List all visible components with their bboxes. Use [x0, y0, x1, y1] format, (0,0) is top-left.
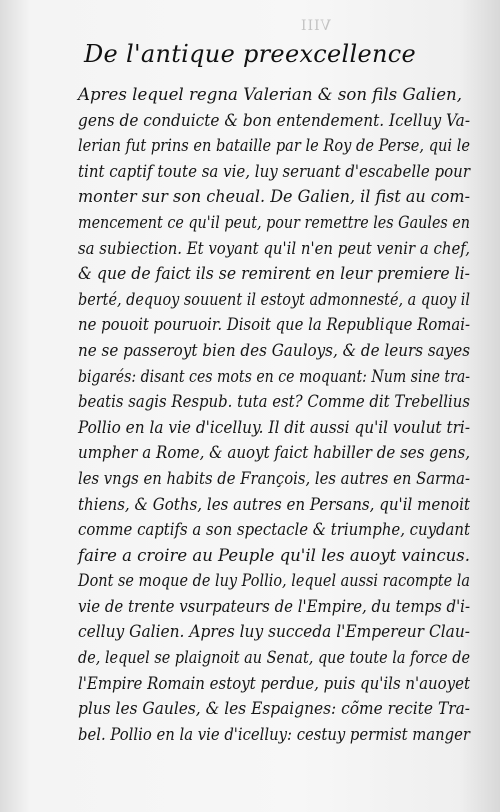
text-line: umpher a Rome, & auoyt faict habiller de ses gens,	[78, 443, 470, 463]
text-line: berté, dequoy souuent il estoyt admonnesté, a quoy il	[78, 289, 471, 309]
text-line: Dont se moque de luy Pollio, lequel aussi racompte la	[78, 571, 471, 591]
text-line: bigarés: disant ces mots en ce moquant: Num sine tra-	[78, 366, 471, 386]
text-line: l'Empire Romain estoyt perdue, puis qu'ils n'auoyet	[78, 673, 471, 693]
text-line: monter sur son cheual. De Galien, il fist au com-	[78, 187, 470, 207]
text-line: Pollio en la vie d'icelluy. Il dit aussi qu'il voulut tri-	[78, 417, 471, 437]
text-line: tint captif toute sa vie, luy seruant d'escabelle pour	[78, 161, 471, 181]
text-line: mencement ce qu'il peut, pour remettre les Gaules en	[78, 212, 471, 232]
text-line: celluy Galien. Apres luy succeda l'Empereur Clau-	[78, 622, 470, 642]
text-line: ne pouoit pouruoir. Disoit que la Republique Romai-	[78, 315, 470, 335]
body-text	[78, 82, 470, 747]
text-line: les vngs en habits de François, les autres en Sarma-	[78, 468, 471, 488]
text-line: lerian fut prins en bataille par le Roy de Perse, qui le	[78, 136, 470, 156]
bleed-through-text: VIII	[300, 18, 331, 34]
text-line: vie de trente vsurpateurs de l'Empire, du temps d'i-	[78, 596, 471, 616]
text-line: Apres lequel regna Valerian & son fils Galien,	[78, 85, 463, 104]
text-line: & que de faict ils se remirent en leur premiere li-	[78, 264, 470, 284]
text-line: gens de conduicte & bon entendement. Icelluy Va-	[78, 110, 471, 130]
text-line: bel. Pollio en la vie d'icelluy: cestuy permist manger	[78, 724, 470, 744]
text-line: thiens, & Goths, les autres en Persans, qu'il menoit	[78, 494, 470, 514]
text-line: beatis sagis Respub. tuta est? Comme dit Trebellius	[78, 392, 471, 412]
text-line: faire a croire au Peuple qu'il les auoyt vaincus.	[78, 545, 471, 565]
text-line: sa subiection. Et voyant qu'il n'en peut venir a chef,	[78, 238, 470, 258]
text-line: de, lequel se plaignoit au Senat, que toute la force de	[78, 648, 471, 668]
text-line: comme captifs a son spectacle & triumphe, cuydant	[78, 520, 470, 540]
running-title: De l'antique preexcellence	[84, 40, 416, 68]
text-line: plus les Gaules, & les Espaignes: cõme recite Tra-	[78, 699, 471, 719]
text-line: ne se passeroyt bien des Gauloys, & de leurs sayes	[78, 340, 471, 360]
